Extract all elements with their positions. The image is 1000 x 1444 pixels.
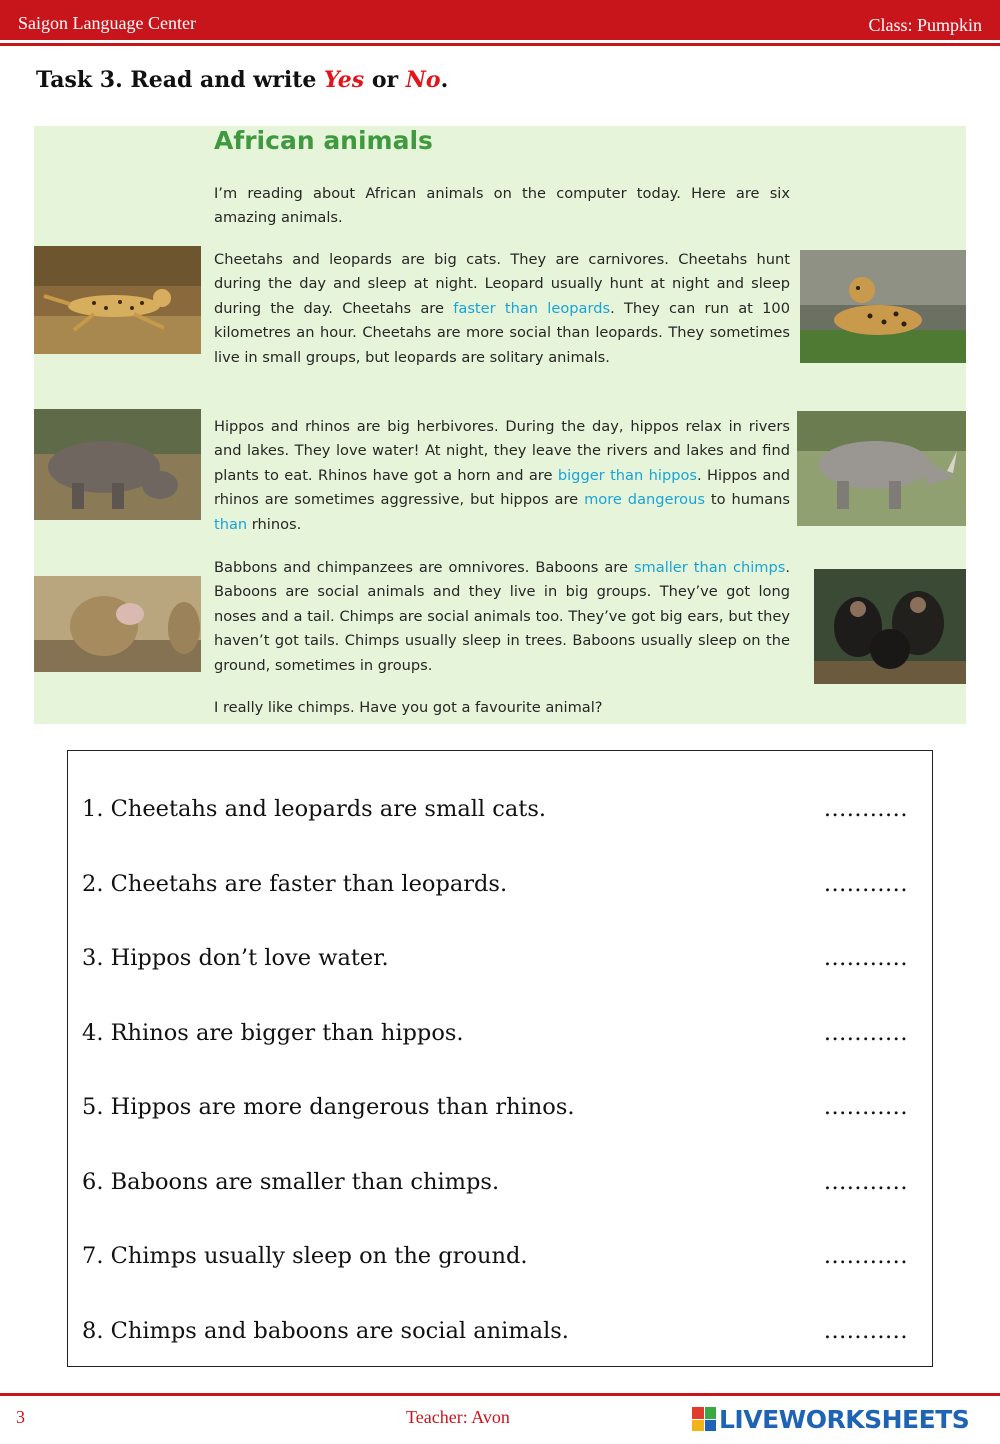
question-row: [82, 1243, 918, 1283]
question-row: [82, 1318, 918, 1358]
answer-blank[interactable]: ...........: [823, 1169, 908, 1195]
baboon-photo: [34, 576, 201, 672]
page-number: 3: [16, 1407, 25, 1427]
question-row: [82, 1169, 918, 1209]
answer-blank[interactable]: ...........: [823, 1243, 908, 1269]
highlight-phrase: bigger than hippos: [557, 466, 698, 484]
class-name: Class: Pumpkin: [868, 15, 982, 35]
article-paragraph-herbivores: [214, 415, 790, 537]
article-closing: I really like chimps. Have you got a favourite animal?: [214, 699, 603, 716]
question-text: 6. Baboons are smaller than chimps.: [82, 1169, 500, 1195]
school-name: Saigon Language Center: [18, 13, 196, 33]
task-title-prefix: Task 3. Read and write: [36, 67, 325, 93]
liveworksheets-wordmark: LIVEWORKSHEETS: [719, 1404, 970, 1434]
question-text: 7. Chimps usually sleep on the ground.: [82, 1243, 528, 1269]
footer-divider: [0, 1393, 1000, 1396]
question-row: [82, 796, 918, 836]
paragraph-text: Babbons and chimpanzees are omnivores. Baboons are: [214, 559, 634, 576]
paragraph-text: . Baboons are social animals and they live in big groups. They’ve got long noses and a tail. Chimps are social animals too. They’ve got big ears, but they haven’t got tails. Chimps usually sleep in trees. Baboons usually sleep on the ground, sometimes in groups.: [214, 559, 790, 674]
liveworksheets-grid-icon: [692, 1407, 716, 1431]
liveworksheets-logo[interactable]: [692, 1404, 969, 1434]
cheetah-photo: [34, 246, 201, 354]
question-row: [82, 945, 918, 985]
highlight-phrase: more dangerous: [584, 491, 705, 509]
chimpanzee-photo: [814, 569, 966, 684]
highlight-phrase: faster than leopards: [453, 299, 611, 317]
rhino-photo: [797, 411, 966, 526]
leopard-photo: [800, 250, 966, 363]
paragraph-text: to humans: [704, 491, 790, 509]
task-title: [36, 67, 448, 93]
answer-blank[interactable]: ...........: [823, 945, 908, 971]
article-paragraph-cats: [214, 248, 790, 370]
article-intro: I’m reading about African animals on the computer today. Here are six amazing animals.: [214, 185, 790, 227]
task-title-suffix: .: [440, 67, 449, 93]
paragraph-text: Cheetahs and leopards are big cats. They are carnivores. Cheetahs hunt during the day and sleep at night. Leopard usually hunt at night and sleep during the day. Cheetahs are: [214, 251, 790, 317]
answer-blank[interactable]: ...........: [823, 796, 908, 822]
paragraph-text: . Hippos and rhinos are sometimes aggressive, but hippos are: [214, 466, 790, 509]
teacher-name: Teacher: Avon: [406, 1407, 510, 1427]
question-text: 5. Hippos are more dangerous than rhinos.: [82, 1094, 575, 1120]
article-title: African animals: [214, 126, 433, 155]
question-text: 1. Cheetahs and leopards are small cats.: [82, 796, 547, 822]
task-yes-word: Yes: [324, 67, 365, 93]
paragraph-text: Hippos and rhinos are big herbivores. During the day, hippos relax in rivers and lakes. They love water! At night, they leave the rivers and lakes and find plants to eat. Rhinos have got a horn and are: [214, 418, 790, 484]
highlight-phrase: smaller than chimps: [633, 559, 786, 576]
paragraph-text: rhinos.: [247, 515, 302, 533]
question-row: [82, 871, 918, 911]
reading-panel: [34, 126, 966, 724]
task-or-word: or: [364, 67, 406, 93]
question-text: 3. Hippos don’t love water.: [82, 945, 389, 971]
question-row: [82, 1020, 918, 1060]
header-bar: [0, 0, 1000, 40]
answer-blank[interactable]: ...........: [823, 1020, 908, 1046]
answer-blank[interactable]: ...........: [823, 1094, 908, 1120]
question-text: 2. Cheetahs are faster than leopards.: [82, 871, 508, 897]
question-text: 4. Rhinos are bigger than hippos.: [82, 1020, 464, 1046]
answer-blank[interactable]: ...........: [823, 871, 908, 897]
highlight-phrase: than: [214, 515, 248, 533]
question-text: 8. Chimps and baboons are social animals.: [82, 1318, 569, 1344]
question-row: [82, 1094, 918, 1134]
header-divider: [0, 43, 1000, 46]
answer-blank[interactable]: ...........: [823, 1318, 908, 1344]
questions-box: [67, 750, 933, 1367]
paragraph-text: . They can run at 100 kilometres an hour. Cheetahs are more social than leopards. They sometimes live in small groups, but leopards are solitary animals.: [214, 299, 791, 366]
hippo-photo: [34, 409, 201, 520]
task-no-word: No: [405, 67, 441, 93]
article-paragraph-omnivores: [214, 556, 790, 678]
